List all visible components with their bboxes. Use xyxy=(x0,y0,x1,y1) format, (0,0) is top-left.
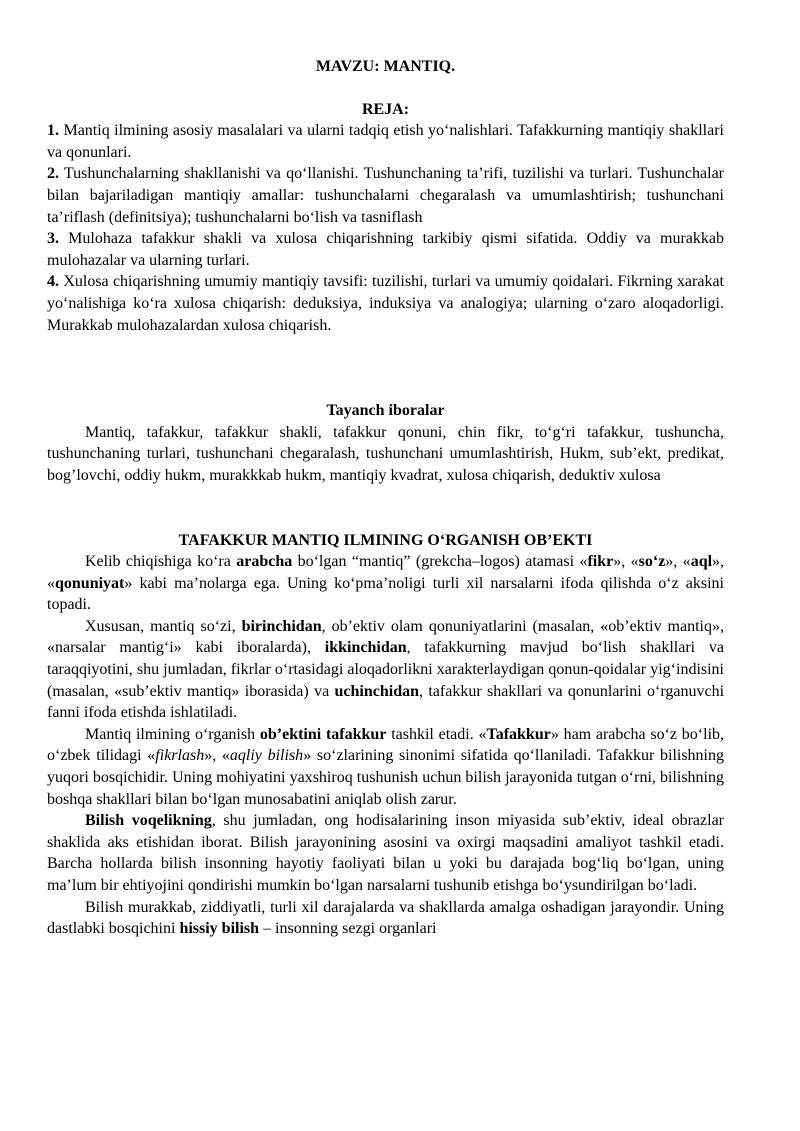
plan-item-number: 4. xyxy=(47,273,59,291)
body-paragraph-3: Mantiq ilmining o‘rganish ob’ektini tafakkur tashkil etadi. «Tafakkur» ham arabcha so‘z bo‘lib, o‘zbek tilidagi «fikrlash», «aqliy bilish» so‘zlarining sinonimi sifatida qo‘llaniladi. Tafakkur bilishning yuqori bosqichidir. Uning mohiyatini yaxshiroq tushunish uchun bilish jarayonida tutgan o‘rni, bilishning boshqa shakllari bilan bo‘lgan munosabatini aniqlab olish zarur. xyxy=(47,725,725,808)
plan-item-text: Xulosa chiqarishning umumiy mantiqiy tavsifi: tuzilishi, turlari va umumiy qoidalari. Fikrning xarakat yo‘nalishiga ko‘ra xulosa chiqarish: deduksiya, induksiya va analogiya; ularning o‘zaro aloqadorligi. Murakkab mulohazalardan xulosa chiqarish. xyxy=(47,273,724,334)
plan-item xyxy=(47,228,724,271)
plan-item xyxy=(47,163,724,228)
plan-item-text: Mantiq ilmining asosiy masalalari va ularni tadqiq etish yo‘nalishlari. Tafakkurning mantiqiy shakllari va qonunlari. xyxy=(47,122,724,161)
body-paragraph-2: Xususan, mantiq so‘zi, birinchidan, ob’ektiv olam qonuniyatlarini (masalan, «ob’ektiv mantiq», «narsalar mantig‘i» kabi iboralarda), ikkinchidan, tafakkurning mavjud bo‘lish shakllari va taraqqiyotini, shu jumladan, fikrlar o‘rtasidagi aloqadorlikni xarakterlaydigan qonun-qoidalar yig‘indisini (masalan, «sub’ektiv mantiq» iborasida) va uchinchidan, tafakkur shakllari va qonunlarini o‘rganuvchi fanni ifoda etishda ishlatiladi. xyxy=(47,617,725,722)
plan-item-number: 1. xyxy=(47,122,59,140)
body-paragraph-4: Bilish voqelikning, shu jumladan, ong hodisalarining inson miyasida sub’ektiv, ideal obrazlar shaklida aks etishidan iborat. Bilish jarayonining asosini va oxirgi maqsadini amaliyot tashkil etadi. Barcha hollarda bilish insonning hayotiy faoliyati bilan u yoki bu darajada bog‘liq bo‘lgan, uning ma’lum bir ehtiyojini qondirishi mumkin bo‘lgan narsalarni tushunib etishga bo‘ysundirilgan bo‘ladi. xyxy=(47,812,725,894)
plan-item-text: Mulohaza tafakkur shakli va xulosa chiqarishning tarkibiy qismi sifatida. Oddiy va murakkab mulohazalar va ularning turlari. xyxy=(47,230,724,269)
body-paragraph-5: Bilish murakkab, ziddiyatli, turli xil darajalarda va shakllarda amalga oshadigan jarayondir. Uning dastlabki bosqichini hissiy bilish – insonning sezgi organlari xyxy=(47,898,724,938)
keywords-paragraph: Mantiq, tafakkur, tafakkur shakli, tafakkur qonuni, chin fikr, to‘g‘ri tafakkur, tushuncha, tushunchaning turlari, tushunchani chegaralash, tushunchani umumlashtirish, Hukm, sub’ekt, predikat, bog’lovchi, oddiy hukm, murakkkab hukm, mantiqiy kvadrat, xulosa chiqarish, deduktiv xulosa xyxy=(47,423,724,484)
spacer xyxy=(47,487,724,530)
plan-item-text: Tushunchalarning shakllanishi va qo‘llanishi. Tushunchaning ta’rifi, tuzilishi va turlari. Tushunchalar bilan bajariladigan mantiqiy amallar: tushunchalarni chegaralash va umumlashtirish; tushunchani ta’riflash (definitsiya); tushunchalarni bo‘lish va tasniflash xyxy=(47,165,724,226)
keywords-heading: Tayanch iboralar xyxy=(326,402,445,420)
document-title: MAVZU: MANTIQ. xyxy=(315,58,456,75)
body-paragraph-1: Kelib chiqishiga ko‘ra arabcha bo‘lgan “mantiq” (grekcha–logos) atamasi «fikr», «so‘z», «aql», «qonuniyat» kabi ma’nolarga ega. Uning ko‘pma’noligi turli xil narsalarni ifoda qilishda o‘z aksini topadi. xyxy=(47,553,725,614)
document-page xyxy=(47,56,724,940)
spacer xyxy=(47,336,724,400)
plan-item-number: 2. xyxy=(47,165,59,183)
plan-item xyxy=(47,271,724,336)
plan-item xyxy=(47,120,724,163)
plan-item-number: 3. xyxy=(47,230,59,248)
plan-heading: REJA: xyxy=(361,100,410,118)
section-heading: TAFAKKUR MANTIQ ILMINING O‘RGANISH OB’EKTI xyxy=(178,531,593,549)
